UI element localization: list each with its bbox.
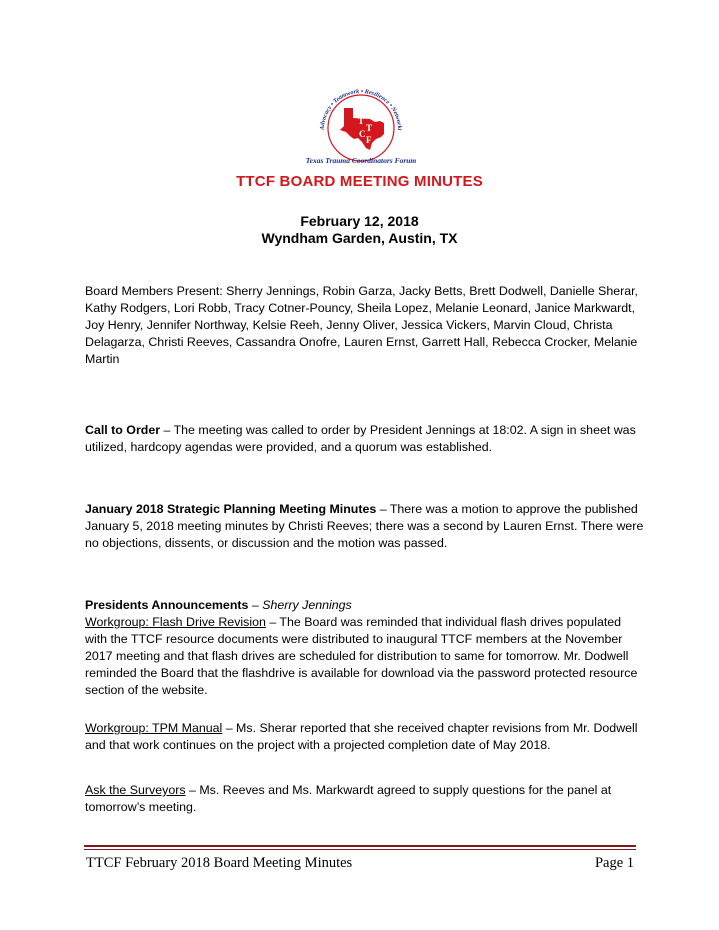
meeting-date: February 12, 2018 <box>300 213 419 229</box>
footer-page-number: Page 1 <box>594 855 634 871</box>
announcements-header <box>85 597 645 614</box>
minutes-heading: January 2018 Strategic Planning Meeting Minutes <box>85 502 377 516</box>
flash-drive-label: Workgroup: Flash Drive Revision <box>85 615 266 629</box>
tpm-manual-label: Workgroup: TPM Manual <box>85 721 223 735</box>
surveyors-item <box>85 782 645 816</box>
surveyors-label: Ask the Surveyors <box>85 783 186 797</box>
page-title: TTCF BOARD MEETING MINUTES <box>236 173 483 190</box>
minutes-section <box>85 501 645 552</box>
call-to-order-section <box>85 422 645 456</box>
surveyors-text: – Ms. Reeves and Ms. Markwardt agreed to supply questions for the panel at tomorrow’s meeting. <box>85 783 612 814</box>
logo-letter-f: F <box>366 135 372 145</box>
logo-ring-text: Advocacy • Teamwork • Resilience • Networki <box>318 87 404 131</box>
call-to-order-heading: Call to Order <box>85 423 161 437</box>
footer-divider-thin <box>84 849 636 850</box>
flash-drive-text: – The Board was reminded that individual flash drives populated with the TTCF resource documents were distributed to inaugural TTCF members at the November 2017 meeting and that flash drives are scheduled for distribution to same for tomorrow. Mr. Dodwell reminded the Board that the flashdrive is available for download via the password protected resource section of the website. <box>85 615 638 697</box>
announcements-dash: – <box>248 598 263 612</box>
logo-letter-t2: T <box>366 123 373 133</box>
announcements-presenter: Sherry Jennings <box>262 598 352 612</box>
call-to-order-text: – The meeting was called to order by President Jennings at 18:02. A sign in sheet was utilized, hardcopy agendas were provided, and a quorum was established. <box>85 423 636 454</box>
announcements-heading: Presidents Announcements <box>85 598 249 612</box>
logo-letter-t1: T <box>358 116 365 126</box>
footer-divider <box>84 845 636 847</box>
logo-org-name: Texas Trauma Coordinators Forum <box>305 156 417 165</box>
logo-letter-c: C <box>359 129 366 139</box>
tpm-manual-item <box>85 720 645 754</box>
meeting-venue: Wyndham Garden, Austin, TX <box>261 230 458 246</box>
minutes-text: – There was a motion to approve the published January 5, 2018 meeting minutes by Christi Reeves; there was a second by Lauren Ernst. There were no objections, dissents, or discussion and the motion was passed. <box>85 502 644 550</box>
members-present: Board Members Present: Sherry Jennings, Robin Garza, Jacky Betts, Brett Dodwell, Danielle Sherar, Kathy Rodgers, Lori Robb, Tracy Cotner-Pouncy, Sheila Lopez, Melanie Leonard, Janice Markwardt, Joy Henry, Jennifer Northway, Kelsie Reeh, Jenny Oliver, Jessica Vickers, Marvin Cloud, Christa Delagarza, Christi Reeves, Cassandra Onofre, Lauren Ernst, Garrett Hall, Rebecca Crocker, Melanie Martin <box>85 284 639 366</box>
footer-doc-title: TTCF February 2018 Board Meeting Minutes <box>86 855 353 871</box>
flash-drive-item <box>85 614 645 699</box>
announcements-section <box>85 597 645 699</box>
tpm-manual-text: – Ms. Sherar reported that she received chapter revisions from Mr. Dodwell and that work continues on the project with a projected completion date of May 2018. <box>85 721 638 752</box>
